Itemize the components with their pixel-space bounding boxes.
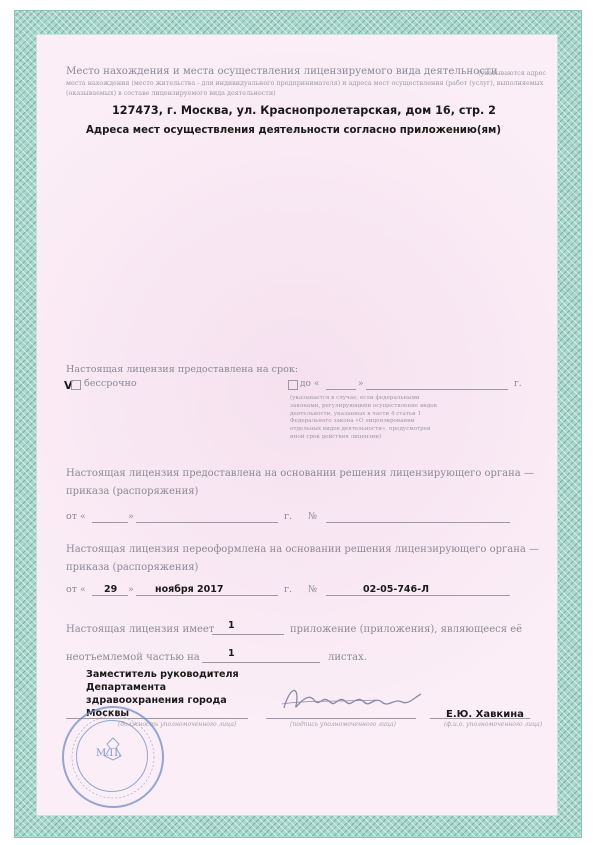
official-seal: [62, 706, 164, 808]
reissued-number-sign: №: [308, 584, 317, 595]
until-day-line: [326, 389, 356, 390]
stamp-label: М.П.: [96, 748, 122, 759]
granted-number-line: [326, 522, 510, 523]
position-caption: (должность уполномоченного лица): [118, 721, 237, 728]
term-label: Настоящая лицензия предоставлена на срок:: [66, 364, 299, 375]
reissued-day: 29: [104, 584, 118, 595]
until-note: (указывается в случае, если федеральными законами, регулирующими осуществление видов деятельности, указанных в части 4 статьи 1 Федерального закона «О лицензировании отдельных видов деятельности», предусмотрен иной срок действия лицензии): [290, 395, 437, 440]
until-year-suffix: г.: [514, 379, 522, 389]
reissued-day-line: [92, 595, 128, 596]
position-line-1: Заместитель руководителя: [86, 669, 239, 680]
position-line-2: Департамента: [86, 682, 167, 693]
granted-day-line: [92, 522, 128, 523]
signature-caption: (подпись уполномоченного лица): [290, 721, 396, 728]
reissued-from-mid: »: [128, 584, 134, 595]
signature-line: [266, 718, 416, 719]
until-mid: »: [358, 379, 364, 389]
granted-from-mid: »: [128, 511, 134, 522]
handwritten-signature: [276, 680, 426, 720]
annex-sheets-line: [202, 662, 320, 663]
reissued-number: 02-05-746-Л: [363, 584, 429, 595]
granted-year-suffix: г.: [284, 511, 292, 522]
granted-text: Настоящая лицензия предоставлена на основании решения лицензирующего органа — приказа (распоряжения): [66, 468, 534, 497]
reissued-from-prefix: от «: [66, 584, 86, 595]
location-title: Место нахождения и места осуществления лицензируемого вида деятельности: [66, 66, 498, 77]
address: 127473, г. Москва, ул. Краснопролетарская, дом 16, стр. 2: [112, 104, 496, 117]
annex-count: 1: [228, 620, 235, 631]
until-date-line: [366, 389, 508, 390]
addresses-per-annex: Адреса мест осуществления деятельности согласно приложению(ям): [86, 125, 501, 136]
position-line-4: Москвы: [86, 708, 130, 719]
annex-text-b: приложение (приложения), являющееся её: [290, 624, 523, 635]
until-checkbox[interactable]: [288, 380, 298, 390]
reissued-month-year: ноября 2017: [155, 584, 224, 595]
annex-count-line: [212, 634, 284, 635]
check-mark: V: [64, 379, 73, 392]
reissued-year-suffix: г.: [284, 584, 292, 595]
reissued-text: Настоящая лицензия переоформлена на основании решения лицензирующего органа — приказа (распоряжения): [66, 544, 540, 573]
granted-date-line: [136, 522, 278, 523]
name-line: [430, 718, 530, 719]
reissued-date-line: [136, 595, 278, 596]
indefinite-checkbox[interactable]: [71, 380, 81, 390]
name-caption: (ф.и.о. уполномоченного лица): [444, 721, 543, 728]
reissued-number-line: [326, 595, 510, 596]
official-name: Е.Ю. Хавкина: [446, 709, 524, 720]
annex-text-a: Настоящая лицензия имеет: [66, 624, 215, 635]
annex-text-d: листах.: [328, 652, 367, 663]
location-note: (указываются адрес места нахождения (место жительства - для индивидуального предпринимателя) и адреса мест осуществления (работ (услуг), выполняемых (оказываемых) в составе лицензируемого вида деятельности): [66, 69, 546, 97]
annex-text-c: неотъемлемой частью на: [66, 652, 200, 663]
granted-from-prefix: от «: [66, 511, 86, 522]
granted-number-sign: №: [308, 511, 317, 522]
until-prefix: до «: [300, 379, 320, 389]
annex-sheets: 1: [228, 648, 235, 659]
position-line-3: здравоохранения города: [86, 695, 227, 706]
indefinite-label: бессрочно: [84, 378, 137, 389]
